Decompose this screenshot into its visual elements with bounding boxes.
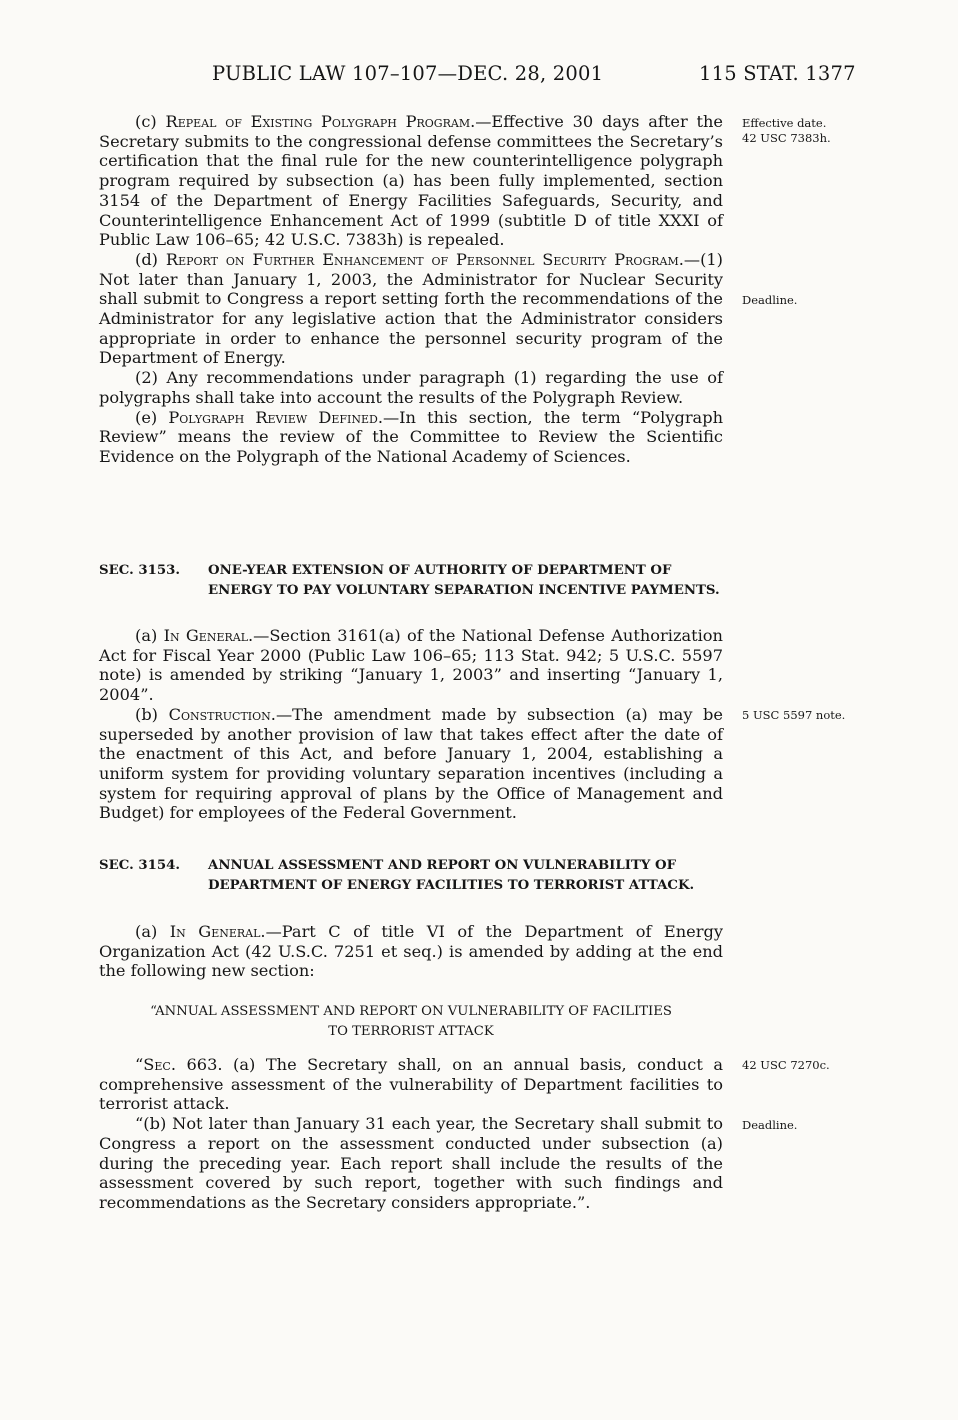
paragraph-d-heading: Report on Further Enhancement of Personnel Security Program.	[165, 249, 684, 269]
section-3154-title: ANNUAL ASSESSMENT AND REPORT ON VULNERABILITY OF DEPARTMENT OF ENERGY FACILITIES TO TERRORIST ATTACK.	[208, 858, 695, 893]
margin-note-deadline-1: Deadline.	[742, 293, 798, 307]
margin-note-usc-7383h: 42 USC 7383h.	[742, 131, 831, 145]
margin-note-effective-date: Effective date.	[742, 116, 827, 130]
section-663-a: “Sec. 663. (a) The Secretary shall, on an annual basis, conduct a comprehensive assessment of the vulnerability of Department facilities to terrorist attack.	[99, 1055, 723, 1114]
inserted-section-heading: “ANNUAL ASSESSMENT AND REPORT ON VULNERABILITY OF FACILITIES TO TERRORIST ATTACK	[150, 1004, 672, 1039]
section-3153-body	[99, 626, 723, 823]
statute-page-number: 115 STAT. 1377	[699, 62, 856, 85]
margin-note-usc-7270c: 42 USC 7270c.	[742, 1058, 830, 1072]
paragraph-e-heading: Polygraph Review Defined.	[168, 407, 383, 427]
section-3153-b: (b) Construction.—The amendment made by subsection (a) may be superseded by another provision of law that takes effect after the date of the enactment of this Act, and before January 1, 2004, establishing a uniform system for providing voluntary separation incentives (including a system for requiring approval of plans by the Office of Management and Budget) for employees of the Federal Government.	[99, 704, 723, 823]
page-header	[0, 62, 958, 90]
margin-note-usc-5597: 5 USC 5597 note.	[742, 708, 846, 722]
paragraph-e: (e) Polygraph Review Defined.—In this section, the term “Polygraph Review” means the review of the Committee to Review the Scientific Evidence on the Polygraph of the National Academy of Sciences.	[99, 407, 723, 466]
margin-note-deadline-2: Deadline.	[742, 1118, 798, 1132]
section-continuation-text	[99, 112, 723, 467]
paragraph-d-2: (2) Any recommendations under paragraph (1) regarding the use of polygraphs shall take into account the results of the Polygraph Review.	[99, 368, 723, 407]
public-law-citation: PUBLIC LAW 107–107—DEC. 28, 2001	[212, 62, 604, 85]
section-3153-a: (a) In General.—Section 3161(a) of the National Defense Authorization Act for Fiscal Year 2000 (Public Law 106–65; 113 Stat. 942; 5 U.S.C. 5597 note) is amended by striking “January 1, 2003” and inserting “January 1, 2004”.	[99, 626, 723, 705]
section-3153-title: ONE-YEAR EXTENSION OF AUTHORITY OF DEPARTMENT OF ENERGY TO PAY VOLUNTARY SEPARATION INCENTIVE PAYMENTS.	[208, 563, 720, 598]
section-663-b: “(b) Not later than January 31 each year, the Secretary shall submit to Congress a report on the assessment conducted under subsection (a) during the preceding year. Each report shall include the results of the assessment covered by such report, together with such findings and recommendations as the Secretary considers appropriate.”.	[99, 1114, 723, 1212]
paragraph-d: (d) Report on Further Enhancement of Personnel Security Program.—(1) Not later than January 1, 2003, the Administrator for Nuclear Security shall submit to Congress a report setting forth the recommendations of the Administrator for any legislative action that the Administrator considers appropriate in order to enhance the personnel security program of the Department of Energy.	[99, 249, 723, 368]
section-3154-label: SEC. 3154.	[99, 858, 180, 873]
paragraph-c-heading: Repeal of Existing Polygraph Program.	[165, 112, 476, 131]
section-3154-a: (a) In General.—Part C of title VI of the Department of Energy Organization Act (42 U.S.C. 7251 et seq.) is amended by adding at the end the following new section:	[99, 922, 723, 981]
section-3153-label: SEC. 3153.	[99, 563, 180, 578]
paragraph-c: (c) Repeal of Existing Polygraph Program.—Effective 30 days after the Secretary submits to the congressional defense committees the Secretary’s certification that the final rule for the new counterintelligence polygraph program required by subsection (a) has been fully implemented, section 3154 of the Department of Energy Facilities Safeguards, Security, and Counterintelligence Enhancement Act of 1999 (subtitle D of title XXXI of Public Law 106–65; 42 U.S.C. 7383h) is repealed.	[99, 112, 723, 250]
section-663-text	[99, 1055, 723, 1213]
